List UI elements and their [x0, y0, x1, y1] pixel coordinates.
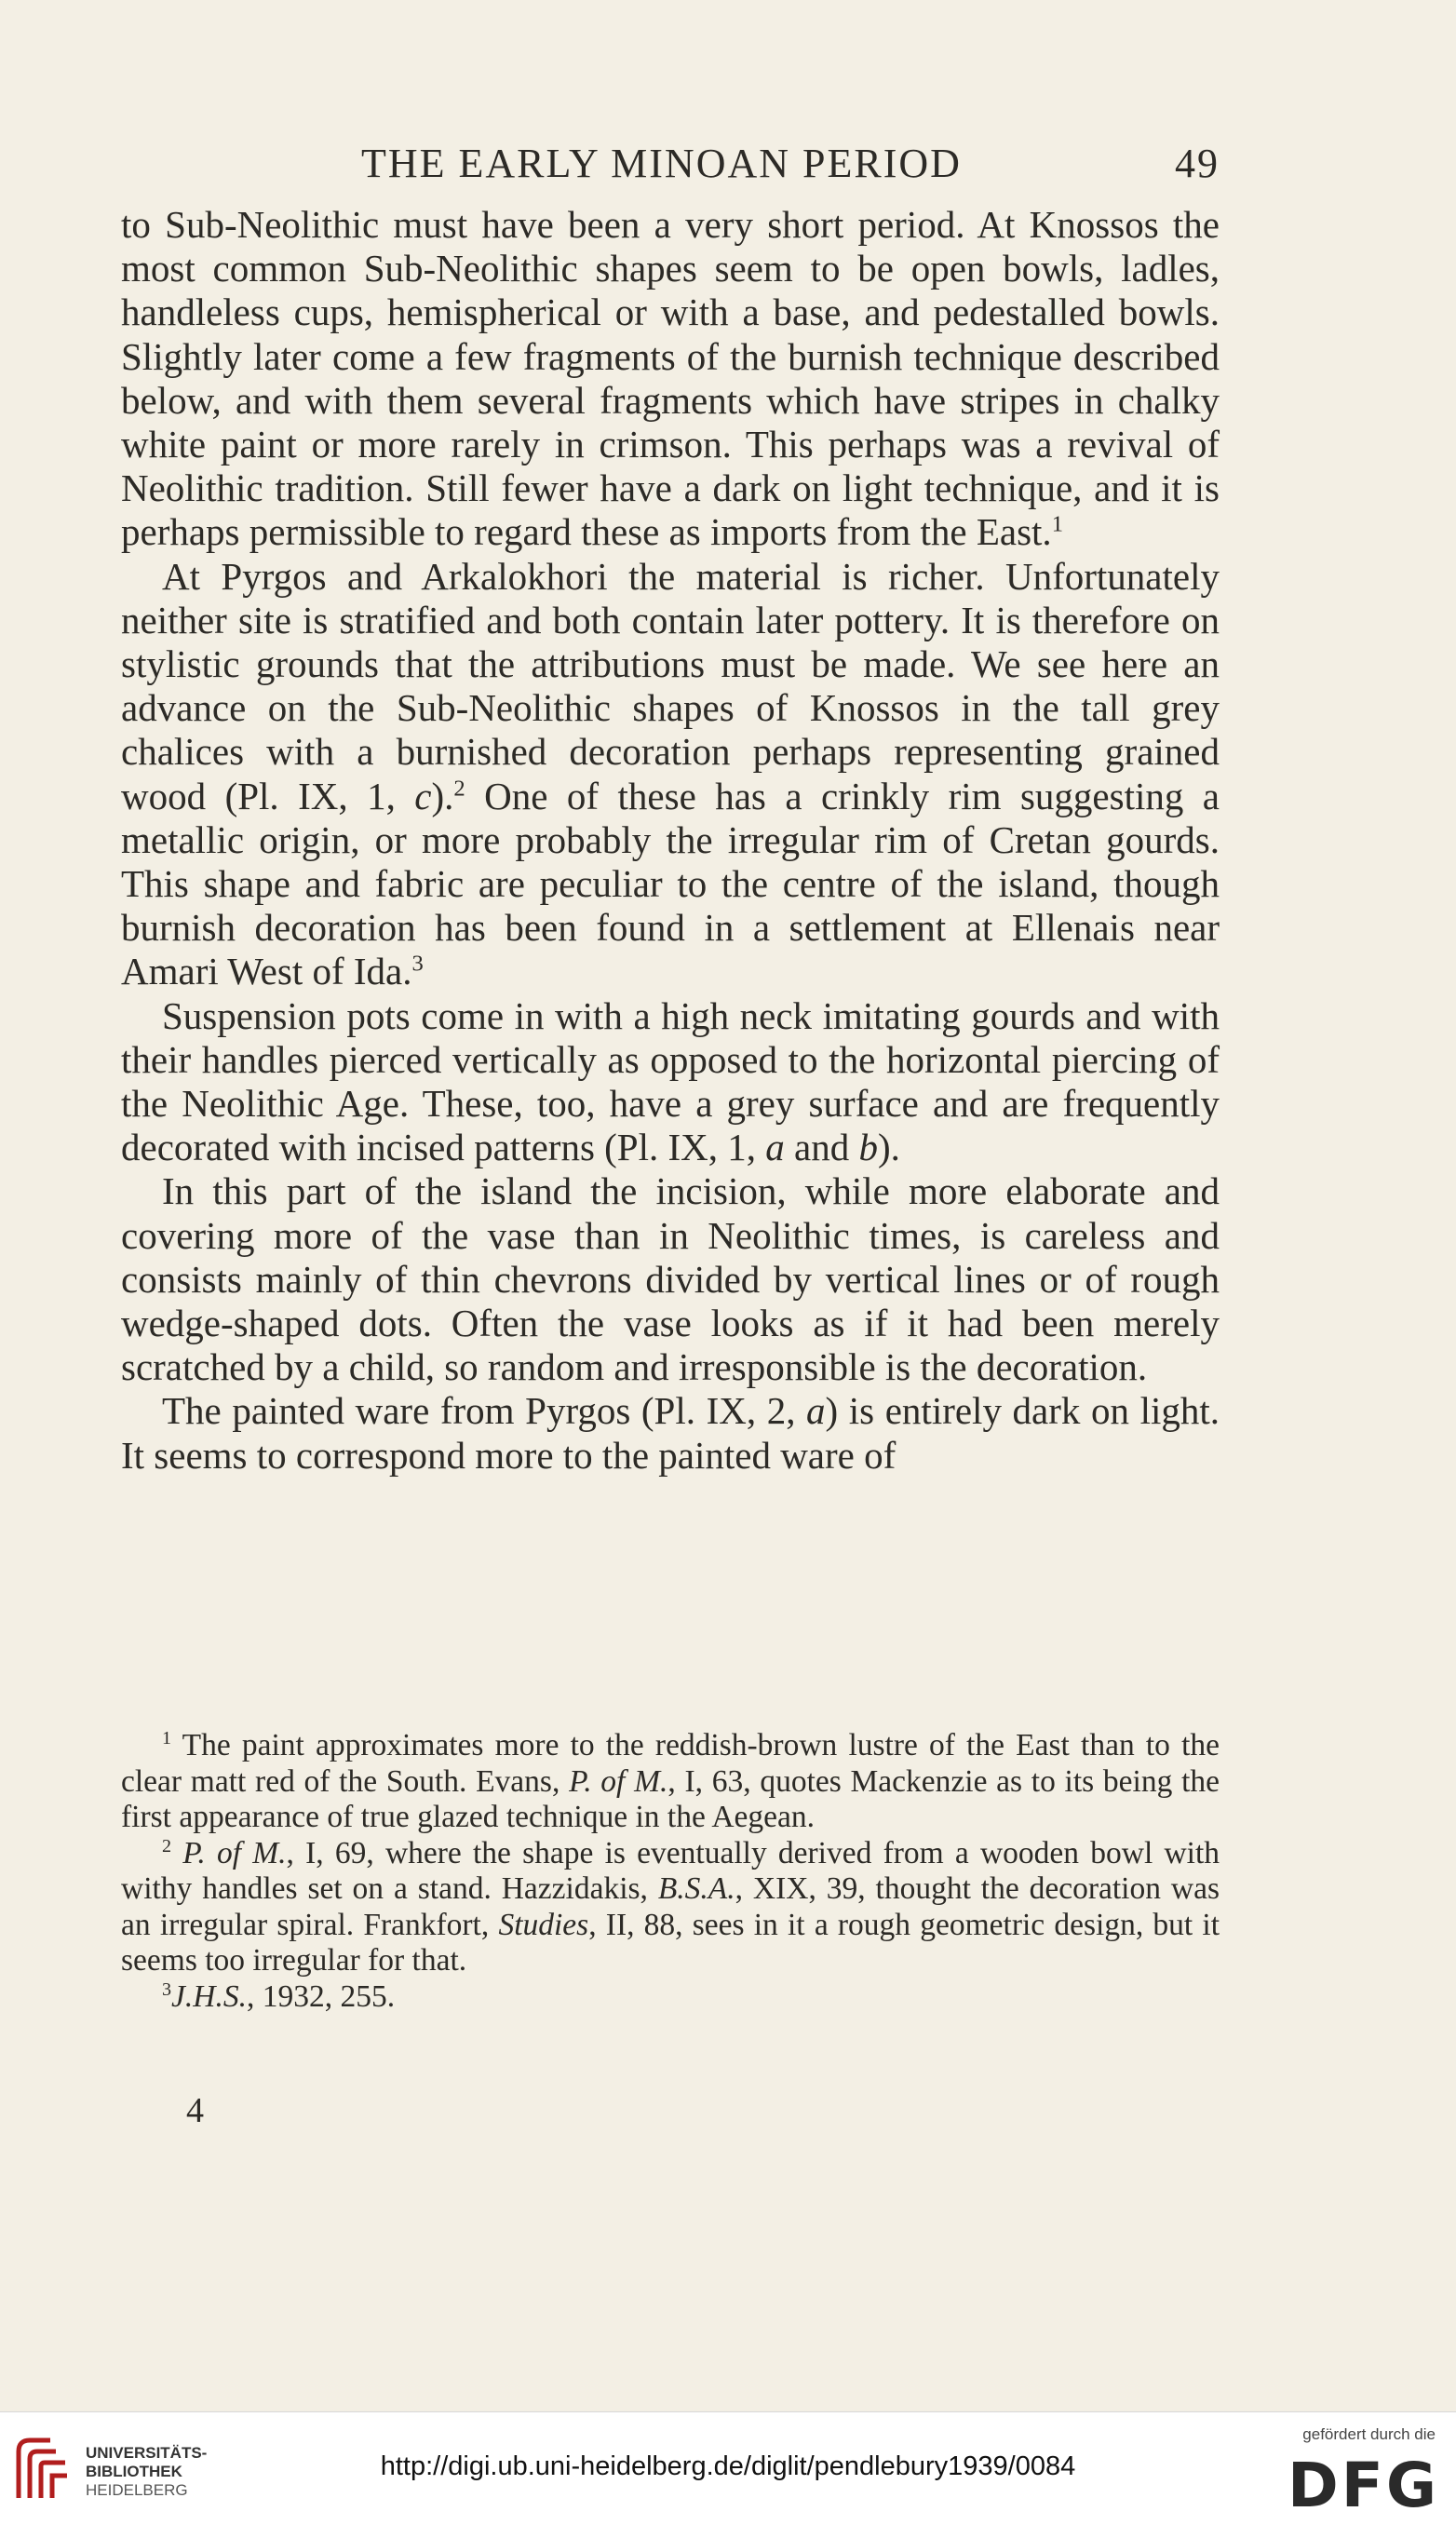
paragraph-4: In this part of the island the incision, while more elaborate and covering more of the vase than in Neolithic times, is careless and consists mainly of thin chevrons divided by vertical lines or of rough wedge-shaped dots. Often the vase looks as if it had been merely scratched by a child, so random and irresponsible is the decoration. [121, 1169, 1220, 1389]
paragraph-2: At Pyrgos and Arkalokhori the material is richer. Unfortunately neither site is stratified and both contain later pottery. It is therefore on stylistic grounds that the attributions must be made. We see here an advance on the Sub-Neolithic shapes of Knossos in the tall grey chalices with a burnished decoration perhaps representing grained wood (Pl. IX, 1, c).$^2$ One of these has a crinkly rim suggesting a metallic origin, or more probably the irregular rim of Cretan gourds. This shape and fabric are peculiar to the centre of the island, though burnish decoration has been found in a settlement at Ellenais near Amari West of Ida.$^3$ [121, 554, 1220, 993]
footnote-3: $^3$J.H.S., 1932, 255. [162, 1978, 396, 2014]
body-text [121, 203, 1220, 1478]
footnote-ref: 3 [411, 951, 424, 977]
footnote-ref: 2 [453, 775, 465, 801]
footnote-2: $^2$ P. of M., I, 69, where the shape is eventually derived from a wooden bowl with withy handles set on a stand. Hazzidakis, B.S.A., XIX, 39, thought the decoration was an irregular spiral. Frankfort, Studies, II, 88, sees in it a rough geometric design, but it seems too irregular for that. [121, 1835, 1220, 1978]
running-title: THE EARLY MINOAN PERIOD [361, 141, 962, 186]
funding-caption: gefördert durch die [1302, 2425, 1436, 2443]
footnotes [121, 1728, 1220, 2015]
page-number: 49 [1175, 141, 1220, 186]
permalink-url[interactable]: http://digi.ub.uni-heidelberg.de/diglit/pendlebury1939/0084 [380, 2451, 1076, 2481]
library-name: UNIVERSITÄTS- BIBLIOTHEK HEIDELBERG [86, 2444, 208, 2499]
signature-mark: 4 [186, 2091, 204, 2130]
paragraph-1: to Sub-Neolithic must have been a very short period. At Knossos the most common Sub-Neolithic shapes seem to be open bowls, ladles, handleless cups, hemispherical or with a base, and pedestalled bowls. Slightly later come a few fragments of the burnish technique described below, and with them several fragments which have stripes in chalky white paint or more rarely in crimson. This perhaps was a revival of Neolithic tradition. Still fewer have a dark on light technique, and it is perhaps permissible to regard these as imports from the East.$^1$ [121, 203, 1220, 554]
footnote-1: $^1$ The paint approximates more to the reddish-brown lustre of the East than to the clear matt red of the South. Evans, P. of M., I, 63, quotes Mackenzie as to its being the first appearance of true glazed technique in the Aegean. [121, 1727, 1220, 1834]
paragraph-5: The painted ware from Pyrgos (Pl. IX, 2, a) is entirely dark on light. It seems to correspond more to the painted ware of [121, 1389, 1220, 1477]
paragraph-3: Suspension pots come in with a high neck imitating gourds and with their handles pierced vertically as opposed to the horizontal piercing of the Neolithic Age. These, too, have a grey surface and are frequently decorated with incised patterns (Pl. IX, 1, a and b). [121, 993, 1220, 1169]
footer-bar [0, 2411, 1456, 2525]
footnote-ref: 1 [1051, 511, 1063, 537]
dfg-logo: DFG [1287, 2450, 1439, 2521]
